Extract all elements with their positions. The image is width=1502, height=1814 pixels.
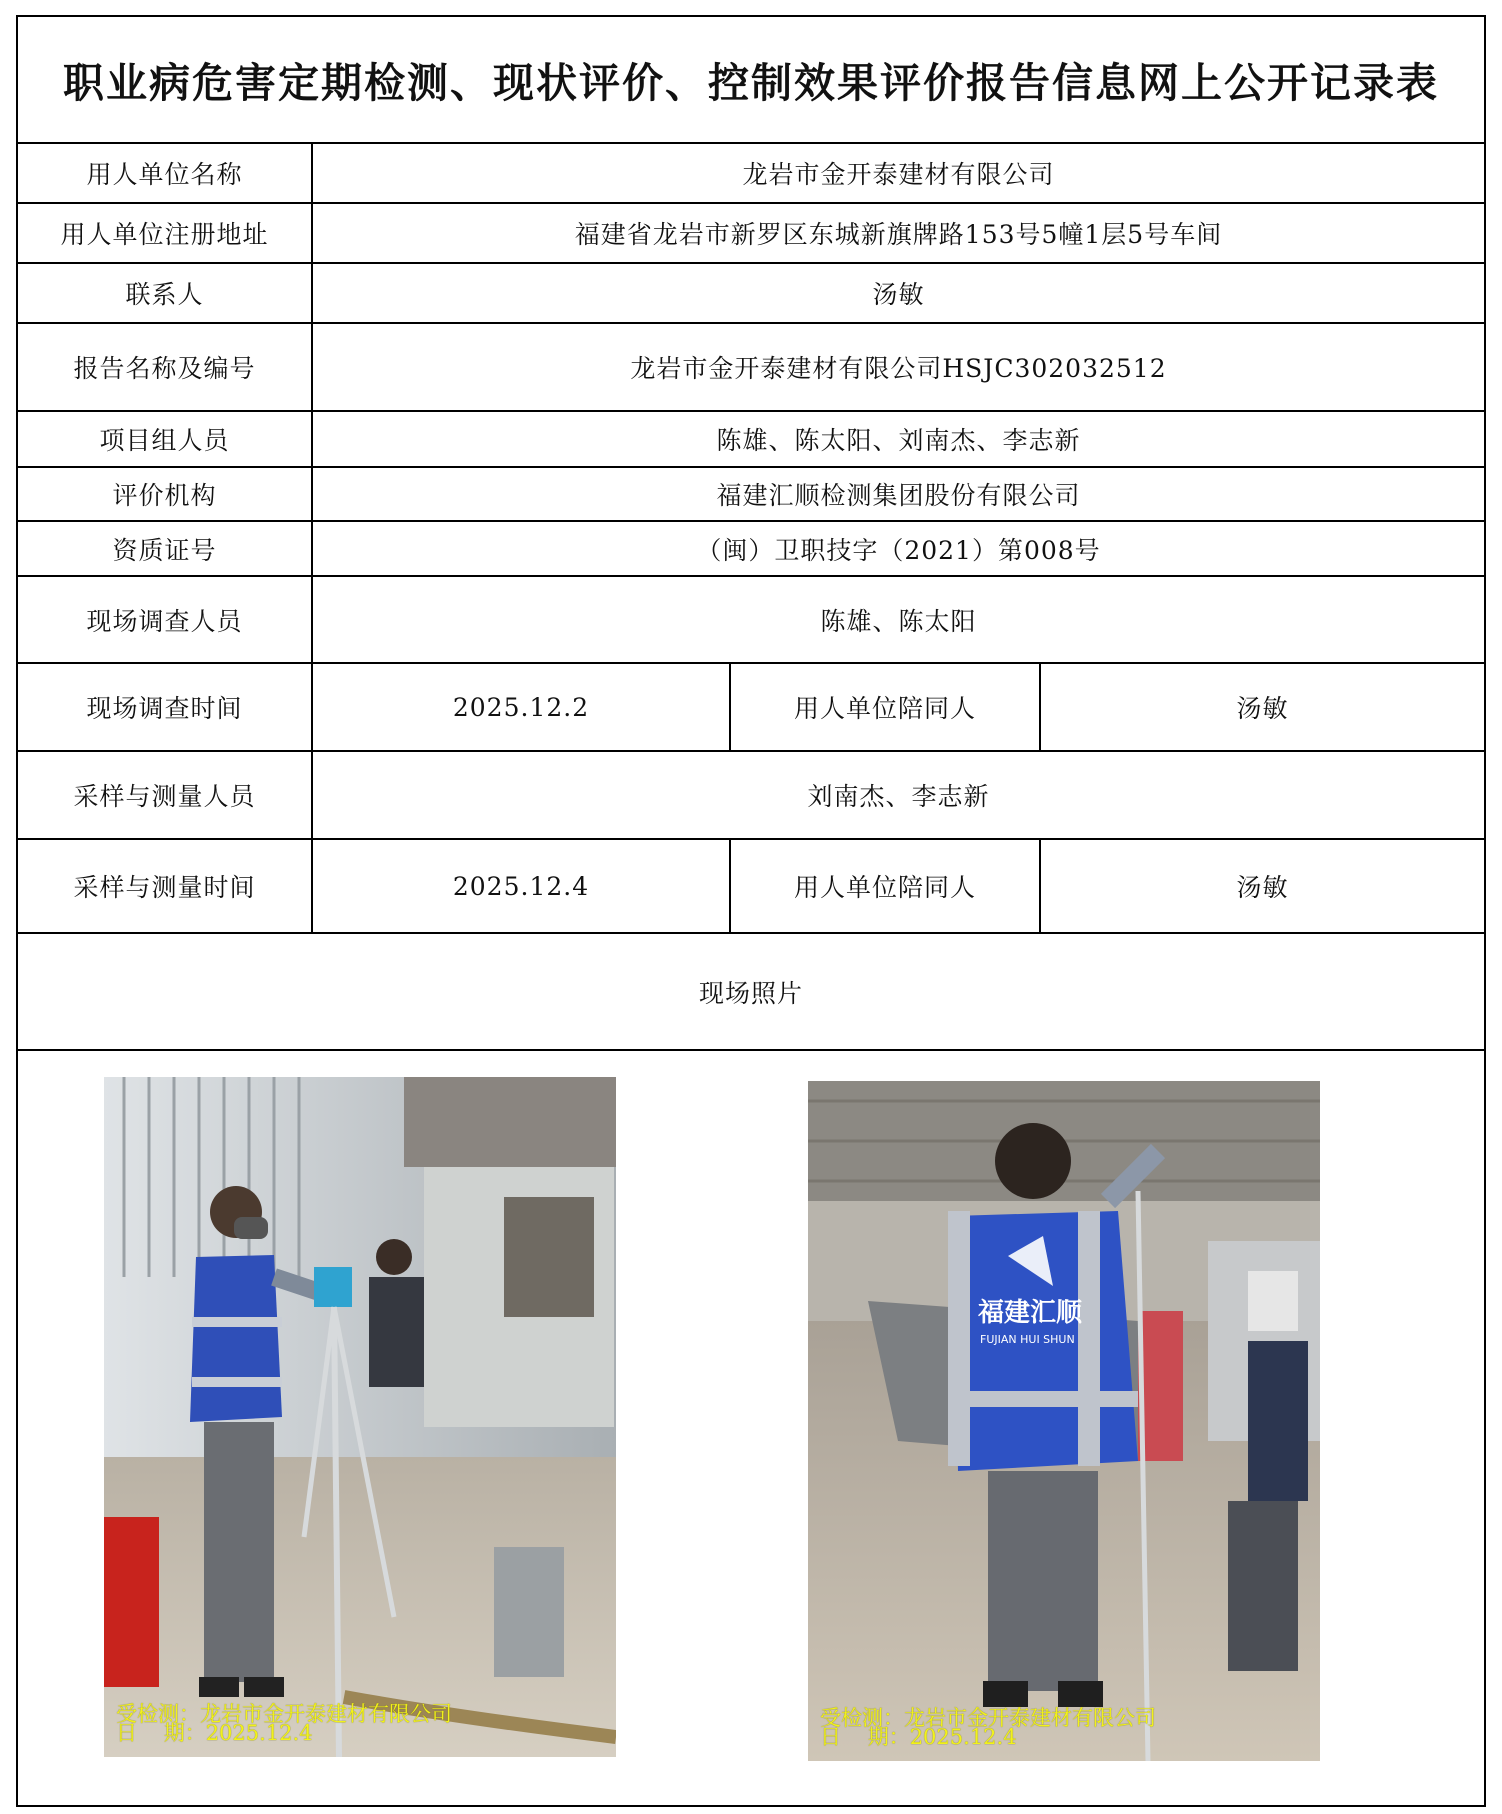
project-team-label: 项目组人员 [99, 426, 230, 455]
site-photo-2 [808, 1081, 1320, 1761]
page-title: 职业病危害定期检测、现状评价、控制效果评价报告信息网上公开记录表 [63, 59, 1439, 107]
workshop-scene-image [104, 1077, 616, 1757]
row-report [18, 322, 1484, 410]
row-survey-staff [18, 575, 1484, 662]
sampling-escort-label: 用人单位陪同人 [729, 840, 1039, 932]
qualification-label: 资质证号 [112, 535, 217, 565]
row-qualification [18, 520, 1484, 575]
employer-address-label: 用人单位注册地址 [60, 220, 269, 249]
title-row [18, 17, 1484, 142]
evaluation-org-value: 福建汇顺检测集团股份有限公司 [311, 468, 1484, 520]
row-project-team [18, 410, 1484, 466]
survey-escort-label: 用人单位陪同人 [729, 664, 1039, 750]
survey-staff-value: 陈雄、陈太阳 [311, 577, 1484, 662]
employer-address-value: 福建省龙岩市新罗区东城新旗牌路153号5幢1层5号车间 [311, 204, 1484, 262]
sampling-time-value: 2025.12.4 [311, 840, 729, 932]
sampling-staff-value: 刘南杰、李志新 [311, 752, 1484, 838]
row-employer-address [18, 202, 1484, 262]
sampling-escort-value: 汤敏 [1039, 840, 1484, 932]
report-label: 报告名称及编号 [73, 354, 256, 383]
photos-header: 现场照片 [698, 978, 803, 1008]
vest-logo-text: 福建汇顺 [978, 1298, 1083, 1328]
row-contact [18, 262, 1484, 322]
survey-escort-value: 汤敏 [1039, 664, 1484, 750]
sampling-staff-label: 采样与测量人员 [73, 782, 256, 811]
sampling-time-label: 采样与测量时间 [73, 873, 256, 902]
contact-label: 联系人 [125, 280, 204, 309]
photo-1-caption-date: 日 期：2025.12.4 [116, 1721, 313, 1745]
contact-value: 汤敏 [311, 264, 1484, 322]
photo-2-caption-date: 日 期：2025.12.4 [820, 1725, 1017, 1749]
site-photo-1 [104, 1077, 616, 1757]
photo-1-caption [116, 1702, 452, 1745]
workshop-scene-image-2 [808, 1081, 1320, 1761]
survey-staff-label: 现场调查人员 [86, 606, 243, 636]
vest-logo-text-en: FUJIAN HUI SHUN [980, 1333, 1075, 1346]
employer-name-value: 龙岩市金开泰建材有限公司 [311, 144, 1484, 202]
record-table [16, 15, 1486, 1807]
row-survey-time [18, 662, 1484, 750]
survey-time-value: 2025.12.2 [311, 664, 729, 750]
row-photos [18, 1049, 1484, 1805]
row-sampling-time [18, 838, 1484, 932]
photo-2-caption-subject: 受检测：龙岩市金开泰建材有限公司 [820, 1706, 1156, 1730]
row-sampling-staff [18, 750, 1484, 838]
qualification-value: （闽）卫职技字（2021）第008号 [311, 522, 1484, 575]
report-value: 龙岩市金开泰建材有限公司HSJC302032512 [311, 324, 1484, 410]
employer-name-label: 用人单位名称 [86, 160, 243, 189]
evaluation-org-label: 评价机构 [112, 481, 217, 510]
row-evaluation-org [18, 466, 1484, 520]
project-team-value: 陈雄、陈太阳、刘南杰、李志新 [311, 412, 1484, 466]
photo-2-caption [820, 1706, 1156, 1749]
row-photos-header [18, 932, 1484, 1049]
photo-1-caption-subject: 受检测：龙岩市金开泰建材有限公司 [116, 1702, 452, 1726]
survey-time-label: 现场调查时间 [86, 694, 243, 723]
row-employer-name [18, 142, 1484, 202]
